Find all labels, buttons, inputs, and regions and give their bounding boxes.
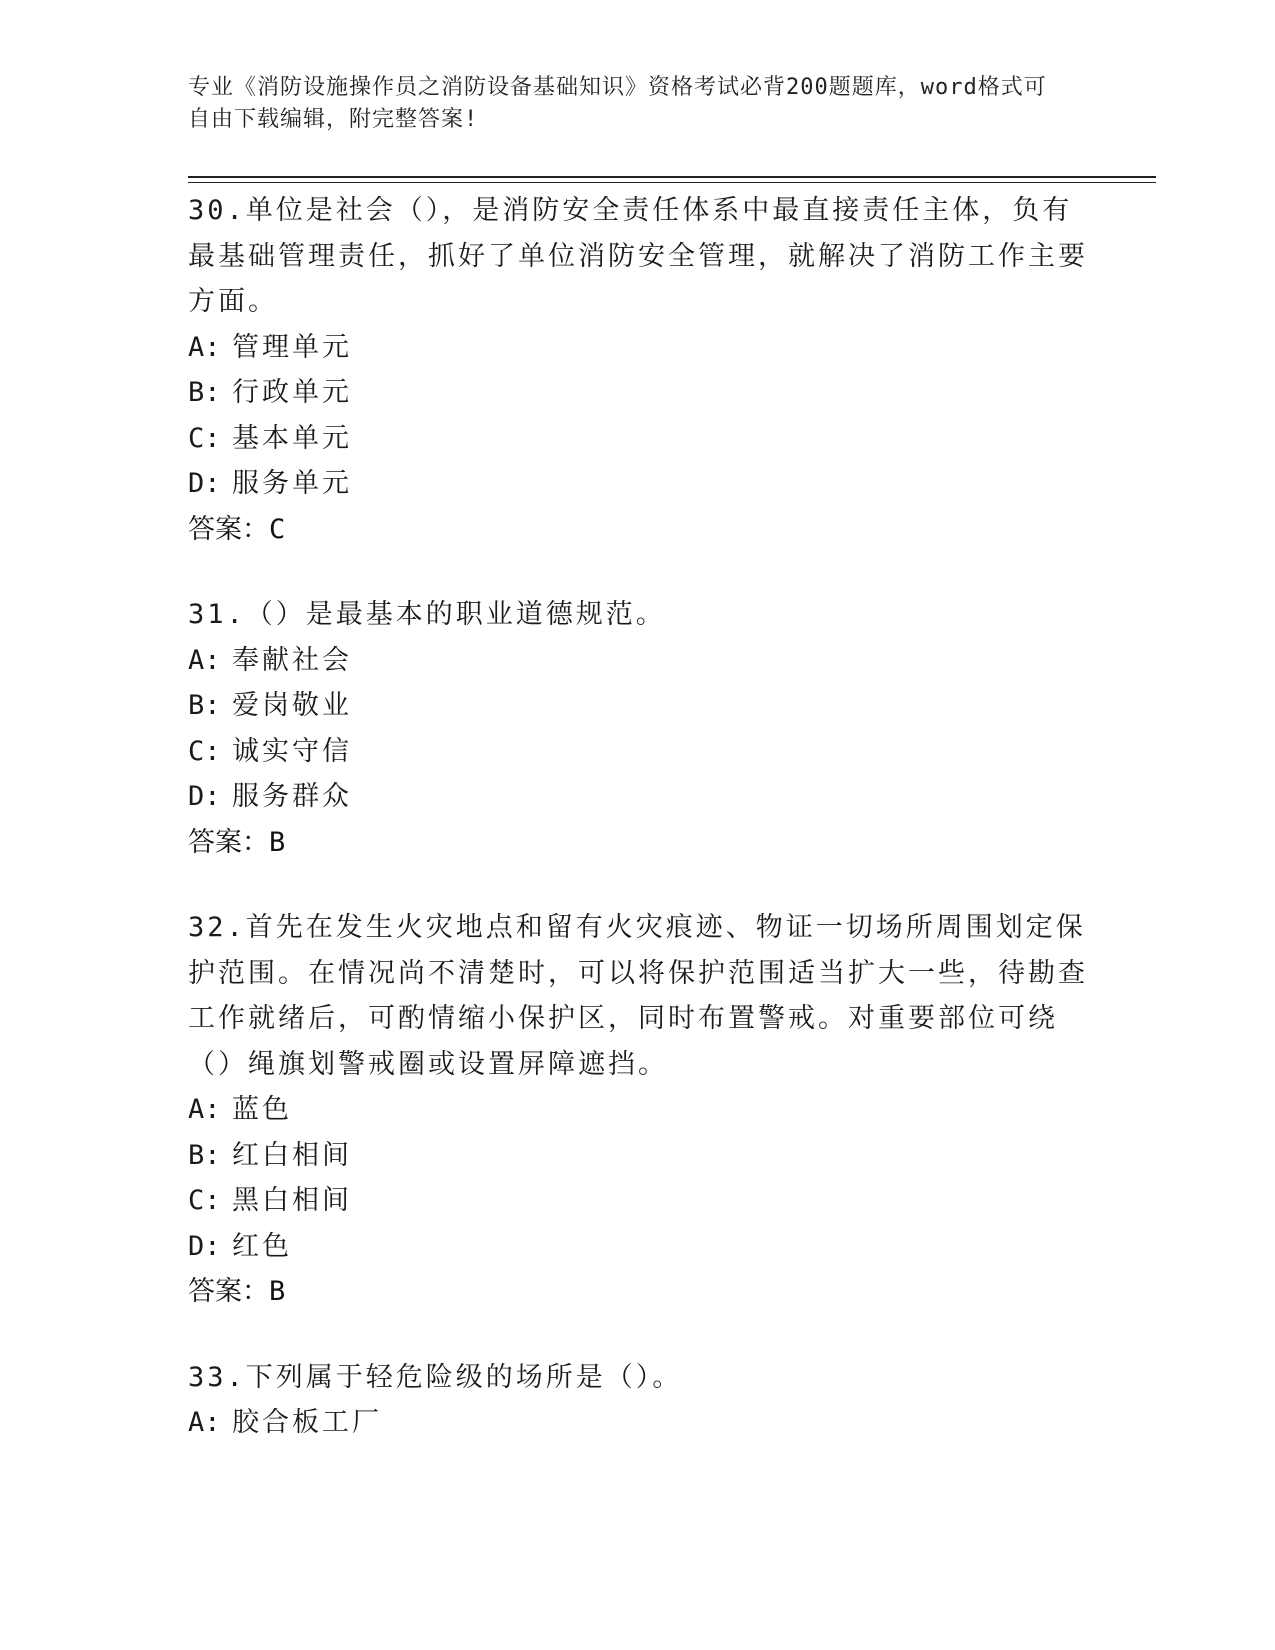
option-b [188, 683, 1088, 729]
option-b [188, 1133, 1088, 1179]
option-a [188, 325, 1088, 371]
option-c [188, 729, 1088, 775]
option-text: 爱岗敬业 [232, 690, 352, 721]
option-d [188, 1224, 1088, 1270]
answer-value: B [269, 826, 286, 858]
answer-line [188, 820, 1088, 866]
question-stem: 32.首先在发生火灾地点和留有火灾痕迹、物证一切场所周围划定保护范围。在情况尚不清楚时，可以将保护范围适当扩大一些，待勘查工作就绪后，可酌情缩小保护区，同时布置警戒。对重要部位可绕（）绳旗划警戒圈或设置屏障遮挡。 [188, 912, 1088, 1080]
option-key: C: [188, 422, 221, 454]
question-33 [188, 1355, 1088, 1446]
answer-line [188, 507, 1088, 553]
option-a [188, 1400, 1088, 1446]
option-key: A: [188, 644, 221, 676]
option-d [188, 774, 1088, 820]
option-text: 黑白相间 [232, 1185, 352, 1216]
option-key: A: [188, 331, 221, 363]
option-key: B: [188, 377, 221, 408]
question-31 [188, 592, 1088, 865]
option-d [188, 461, 1088, 507]
option-text: 红色 [232, 1230, 292, 1262]
option-text: 管理单元 [232, 331, 352, 363]
option-c [188, 1178, 1088, 1224]
option-text: 诚实守信 [232, 735, 352, 767]
question-32 [188, 905, 1088, 1315]
option-key: D: [188, 468, 221, 499]
question-30 [188, 188, 1088, 552]
question-stem: 31.（）是最基本的职业道德规范。 [188, 599, 666, 630]
option-text: 红白相间 [232, 1139, 352, 1171]
option-text: 基本单元 [232, 422, 352, 454]
option-text: 行政单元 [232, 377, 352, 408]
answer-value: C [269, 513, 286, 545]
option-text: 胶合板工厂 [232, 1407, 382, 1438]
document-header: 专业《消防设施操作员之消防设备基础知识》资格考试必背200题题库，word格式可自由下载编辑，附完整答案! [188, 75, 1047, 132]
question-stem: 33.下列属于轻危险级的场所是（）。 [188, 1361, 683, 1393]
option-b [188, 370, 1088, 416]
question-stem: 30.单位是社会（），是消防安全责任体系中最直接责任主体，负有最基础管理责任，抓好了单位消防安全管理，就解决了消防工作主要方面。 [188, 195, 1088, 317]
option-key: A: [188, 1407, 221, 1438]
option-a [188, 638, 1088, 684]
option-text: 奉献社会 [232, 644, 352, 676]
option-a [188, 1087, 1088, 1133]
answer-label: 答案： [188, 1276, 269, 1307]
option-text: 服务群众 [232, 781, 352, 812]
header-divider-thin [188, 182, 1156, 183]
option-text: 服务单元 [232, 468, 352, 499]
option-text: 蓝色 [232, 1094, 292, 1125]
answer-value: B [269, 1276, 286, 1307]
answer-line [188, 1269, 1088, 1315]
answer-label: 答案： [188, 513, 269, 545]
option-key: C: [188, 1185, 221, 1216]
question-list [188, 188, 1088, 1470]
option-c [188, 416, 1088, 462]
option-key: B: [188, 690, 221, 721]
option-key: D: [188, 781, 221, 812]
header-divider-thick [188, 176, 1156, 178]
option-key: A: [188, 1094, 221, 1125]
option-key: D: [188, 1230, 221, 1262]
option-key: C: [188, 735, 221, 767]
answer-label: 答案： [188, 826, 269, 858]
option-key: B: [188, 1139, 221, 1171]
